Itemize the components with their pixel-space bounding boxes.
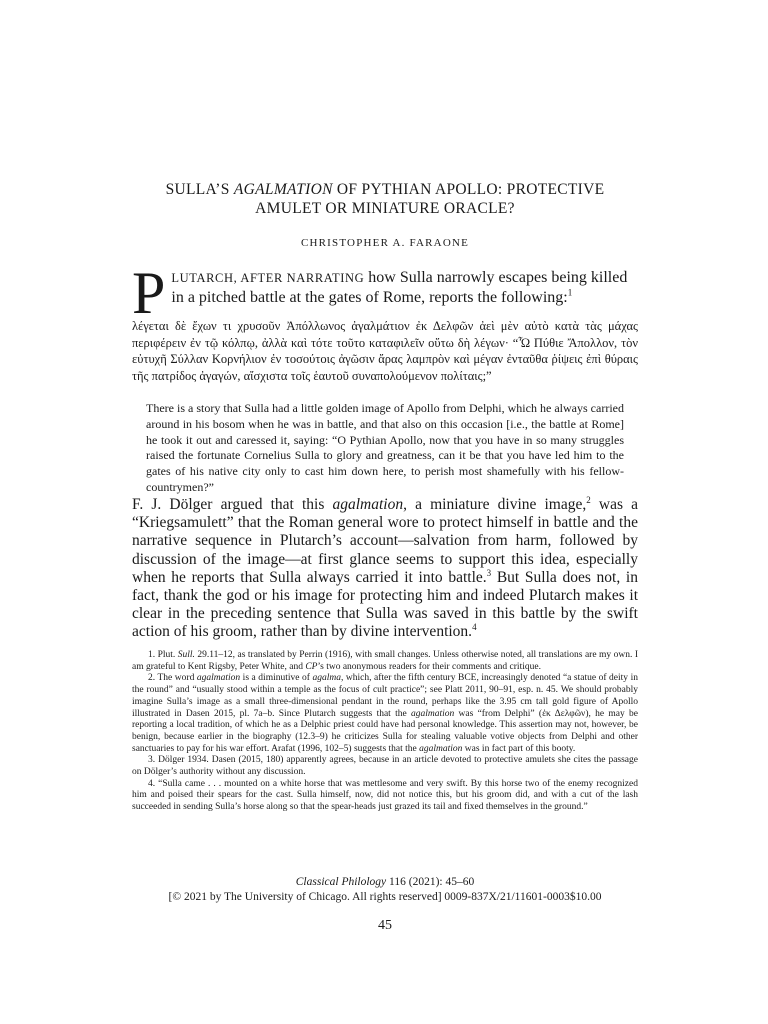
opening-text: how Sulla narrowly escapes being killed in a pitched battle at the gates of Rome, reports the following:: [171, 269, 628, 306]
footnote-1-italic-cp: CP: [305, 661, 318, 672]
page-number: 45: [378, 918, 392, 933]
journal-citation: [132, 875, 638, 905]
footnotes: [132, 650, 638, 814]
article-author: CHRISTOPHER A. FARAONE: [300, 237, 470, 249]
footnote-2-text-b: is a diminutive of: [240, 673, 313, 684]
body-text-4: But Sulla does not, in fact, thank the god or his image for protecting him and indeed Plutarch makes it clear in the preceding sentence that Sulla was saved in this battle by the swift action of his groom, rather than by divine intervention.: [132, 568, 638, 641]
title-line2: AMULET OR MINIATURE ORACLE?: [255, 200, 515, 217]
footnote-ref-2[interactable]: 2: [586, 494, 591, 505]
journal-volume: 116 (2021): 45–60: [386, 876, 475, 888]
greek-quotation: λέγεται δὲ ἔχων τι χρυσοῦν Ἀπόλλωνος ἀγαλμάτιον ἐκ Δελφῶν ἀεὶ μὲν αὐτὸ κατὰ τὰς μάχας περιφέρειν ἐν τῷ κόλπῳ, ἀλλὰ καὶ τότε τοῦτο καταφιλεῖν οὕτω δὴ λέγων· “Ὦ Πύθιε Ἄπολλον, τὸν εὐτυχῆ Σύλλαν Κορνήλιον ἐν τοσούτοις ἀγῶσιν ἄρας λαμπρὸν καὶ μέγαν ἐνταῦθα ῥίψεις ἐπὶ θύραις τῆς πατρίδος ἀγαγών, αἴσχιστα τοῖς ἑαυτοῦ συναπολούμενον πολίταις;”: [132, 319, 638, 383]
opening-smallcaps: LUTARCH, AFTER NARRATING: [171, 271, 365, 285]
footnote-1-italic: Sull.: [177, 650, 195, 660]
footnote-2-text-e: was in fact part of this booty.: [462, 743, 576, 754]
footnote-2-italic: agalmation: [196, 673, 241, 684]
footnote-4: 4. “Sulla came . . . mounted on a white horse that was mettlesome and very swift. By this horse two of the enemy recognized him and poised their spears for the cast. Sulla himself, now, did not notice this, but his groom did, and with a cut of the lash succeeded in sending Sulla’s horse along so that the spear-heads just grazed its tail and fixed themselves in the ground.”: [132, 778, 638, 813]
body-italic-1: agalmation: [332, 496, 404, 513]
footnote-2-italic-d: agalmation: [419, 743, 463, 754]
copyright-line: [© 2021 by The University of Chicago. All rights reserved] 0009-837X/21/11601-0003$10.00: [168, 891, 602, 903]
footnote-2: [132, 673, 638, 755]
footnote-1-text-c: ’s two anonymous readers for their comments and critique.: [317, 661, 541, 672]
footnote-1-text-b: 29.11–12, as translated by Perrin (1916), with small changes. Unless otherwise noted, all translations are my own. I am grateful to Kent Rigsby, Peter White, and: [132, 650, 638, 672]
opening-paragraph: [132, 260, 638, 326]
footnote-2-italic-b: agalma: [312, 673, 341, 684]
footnote-2-text-d: was “from Delphi” (ἐκ Δελφῶν), he may be reporting a local tradition, of which he as a Delphic priest could have had personal knowledge. This assertion may not, however, be benign, because earlier in the biography (12.3–9) he criticizes Sulla for stealing valuable votive objects from Delphi and other sanctuaries to pay for his war effort. Arafat (1996, 102–5) suggests that the: [132, 708, 638, 754]
title-part2: OF PYTHIAN APOLLO: PROTECTIVE: [332, 181, 605, 198]
footnote-ref-4[interactable]: 4: [472, 622, 477, 633]
footnote-2-italic-c: agalmation: [410, 708, 455, 719]
body-text-3: was a “Kriegsamulett” that the Roman general wore to protect himself in battle and the narrative sequence in Plutarch’s account—salvation from harm, followed by discussion of the image—at first glance seems to support this idea, especially when he reports that Sulla always carried it into battle.: [132, 496, 638, 586]
title-italic: AGALMATION: [233, 181, 333, 198]
journal-name: Classical Philology: [295, 876, 387, 888]
title-part1: SULLA’S: [165, 181, 234, 198]
footnote-3: 3. Dölger 1934. Dasen (2015, 180) apparently agrees, because in an article devoted to protective amulets she cites the passage on Dölger’s authority without any discussion.: [132, 755, 638, 778]
translation-block: There is a story that Sulla had a little golden image of Apollo from Delphi, which he always carried around in his bosom when he was in battle, and that also on this occasion [i.e., the battle at Rome] he took it out and caressed it, saying: “O Pythian Apollo, now that you have in so many struggles raised the fortunate Cornelius Sulla to glory and greatness, can it be that you have led him to the gates of his native city only to cast him down here, to perish most shamefully with his fellow-countrymen?”: [146, 401, 624, 494]
body-paragraph: [132, 496, 638, 642]
footnote-1: [132, 650, 638, 673]
body-text-2: , a miniature divine image,: [403, 496, 587, 513]
drop-cap: P: [132, 260, 166, 326]
footnote-2-text-c: , which, after the fifth century BCE, increasingly denoted “a statue of deity in the round” and “usually stood within a temple as the focus of cult practice”; see Platt 2011, 90–91, esp. n. 45. We should probably imagine Sulla’s image as a small three-dimensional pendant in the round, perhaps like the 3.95 cm tall gold figure of Apollo illustrated in Dasen 2015, pl. 7a–b. Since Plutarch suggests that the: [132, 673, 638, 719]
footnote-ref-3[interactable]: 3: [486, 567, 492, 578]
article-title: [132, 180, 638, 218]
footnote-1-text: 1. Plut.: [148, 650, 178, 660]
body-text-1: F. J. Dölger argued that this: [132, 496, 333, 513]
footnote-ref-1[interactable]: 1: [567, 287, 573, 298]
footnote-2-text: 2. The word: [148, 673, 197, 684]
